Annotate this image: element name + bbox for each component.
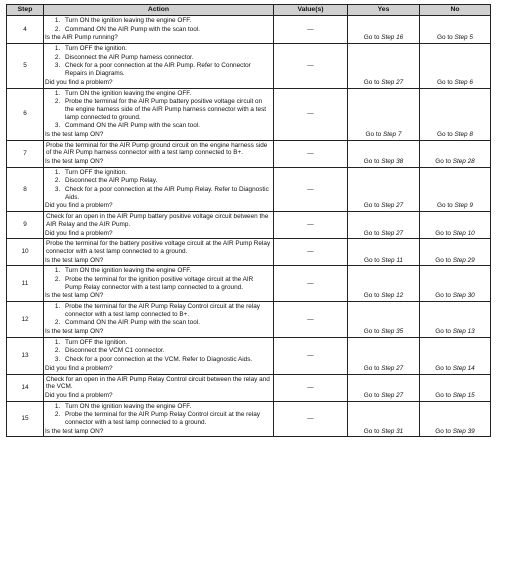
action-question: Is the AIR Pump running?: [45, 34, 118, 42]
action-list: [46, 90, 271, 130]
action-cell: [44, 302, 274, 338]
goto-prefix: Go to: [437, 130, 453, 138]
action-cell: [44, 337, 274, 374]
table-row: [7, 167, 491, 211]
goto-yes-link[interactable]: [364, 365, 403, 372]
goto-step-target: Step 7: [382, 130, 402, 138]
header-row: [7, 5, 491, 16]
diagnostic-table-container: [6, 4, 491, 437]
goto-prefix: Go to: [363, 292, 380, 300]
goto-prefix: Go to: [435, 364, 451, 372]
goto-step-target: Step 5: [454, 34, 473, 42]
step-number: 5: [7, 44, 44, 88]
goto-yes-link[interactable]: [366, 131, 402, 138]
action-list: [46, 303, 271, 327]
goto-prefix: Go to: [363, 328, 380, 336]
goto-step-target: Step 14: [452, 364, 475, 372]
goto-no-link[interactable]: [435, 158, 474, 165]
step-number: 9: [7, 212, 44, 239]
column-header-no: No: [420, 5, 491, 16]
goto-no-link[interactable]: [435, 230, 474, 237]
no-cell: [420, 140, 491, 167]
column-header-action: Action: [44, 5, 274, 16]
value-cell: —: [274, 239, 348, 266]
action-item: 1. Turn ON the ignition leaving the engine OFF.: [62, 17, 271, 25]
goto-prefix: Go to: [365, 130, 382, 138]
value-cell: —: [274, 16, 348, 44]
column-header-step: Step: [7, 5, 44, 16]
goto-yes-link[interactable]: [364, 202, 403, 209]
goto-step-target: Step 27: [381, 391, 404, 399]
table-row: [7, 16, 491, 44]
value-cell: —: [274, 140, 348, 167]
no-cell: [420, 302, 491, 338]
goto-prefix: Go to: [363, 391, 380, 399]
goto-prefix: Go to: [363, 78, 380, 86]
yes-cell: [348, 401, 420, 437]
value-cell: —: [274, 401, 348, 437]
table-header: [7, 5, 491, 16]
goto-yes-link[interactable]: [364, 328, 403, 335]
no-cell: [420, 16, 491, 44]
goto-step-target: Step 6: [454, 78, 473, 86]
step-number: 4: [7, 16, 44, 44]
goto-step-target: Step 39: [452, 427, 475, 435]
goto-prefix: Go to: [363, 158, 380, 165]
action-question: Did you find a problem?: [45, 391, 113, 399]
goto-no-link[interactable]: [435, 292, 474, 299]
action-cell: [44, 239, 274, 266]
goto-prefix: Go to: [363, 34, 380, 42]
action-list: [46, 339, 271, 364]
action-list: [46, 403, 271, 427]
goto-prefix: Go to: [435, 256, 451, 264]
value-cell: —: [274, 302, 348, 338]
yes-cell: [348, 266, 420, 302]
goto-step-target: Step 15: [452, 391, 475, 399]
action-cell: [44, 212, 274, 239]
goto-yes-link[interactable]: [364, 257, 403, 264]
action-cell: [44, 44, 274, 88]
goto-step-target: Step 27: [381, 364, 404, 372]
yes-cell: [348, 239, 420, 266]
goto-prefix: Go to: [435, 427, 451, 435]
goto-step-target: Step 8: [454, 130, 473, 138]
goto-prefix: Go to: [363, 202, 380, 210]
table-row: [7, 401, 491, 437]
step-number: 11: [7, 266, 44, 302]
action-item: 1. Turn ON the ignition leaving the engine OFF.: [62, 267, 271, 275]
column-header-values: Value(s): [274, 5, 348, 16]
goto-no-link[interactable]: [435, 428, 474, 435]
goto-no-link[interactable]: [435, 392, 474, 399]
action-question: Is the test lamp ON?: [45, 292, 104, 300]
column-header-yes: Yes: [348, 5, 420, 16]
goto-prefix: Go to: [435, 328, 451, 336]
step-number: 12: [7, 302, 44, 338]
table-row: [7, 212, 491, 239]
action-item: 2. Command ON the AIR Pump with the scan tool.: [62, 319, 271, 327]
goto-prefix: Go to: [363, 427, 380, 435]
step-number: 14: [7, 374, 44, 401]
diagnostic-table: [6, 4, 491, 437]
goto-no-link[interactable]: [437, 131, 473, 138]
no-cell: [420, 374, 491, 401]
table-body: [7, 16, 491, 437]
goto-step-target: Step 38: [381, 158, 404, 165]
goto-yes-link[interactable]: [364, 428, 403, 435]
goto-step-target: Step 16: [381, 34, 404, 42]
goto-yes-link[interactable]: [364, 392, 403, 399]
step-number: 10: [7, 239, 44, 266]
action-item: 1. Turn ON the ignition leaving the engine OFF.: [62, 90, 271, 98]
goto-step-target: Step 27: [381, 78, 404, 86]
goto-step-target: Step 30: [452, 292, 475, 300]
goto-yes-link[interactable]: [364, 158, 403, 165]
table-row: [7, 88, 491, 140]
goto-yes-link[interactable]: [364, 79, 403, 86]
goto-step-target: Step 28: [452, 158, 475, 165]
table-row: [7, 266, 491, 302]
goto-prefix: Go to: [435, 158, 451, 165]
goto-no-link[interactable]: [437, 34, 473, 41]
step-number: 6: [7, 88, 44, 140]
action-cell: [44, 266, 274, 302]
goto-step-target: Step 10: [452, 229, 475, 237]
yes-cell: [348, 16, 420, 44]
action-item: 2. Disconnect the VCM C1 connector.: [62, 347, 271, 355]
no-cell: [420, 88, 491, 140]
action-item: 3. Check for a poor connection at the VCM. Refer to Diagnostic Aids.: [62, 356, 271, 364]
action-item: 1. Turn OFF the ignition.: [62, 169, 271, 177]
table-row: [7, 337, 491, 374]
action-question: Is the test lamp ON?: [45, 328, 104, 336]
action-question: Is the test lamp ON?: [45, 130, 104, 138]
goto-prefix: Go to: [363, 229, 380, 237]
action-item: 2. Probe the terminal for the AIR Pump Relay Control circuit at the relay connector with a test lamp connected to a ground.: [62, 411, 271, 426]
goto-step-target: Step 13: [452, 328, 475, 336]
yes-cell: [348, 88, 420, 140]
action-question: Is the test lamp ON?: [45, 427, 104, 435]
value-cell: —: [274, 337, 348, 374]
action-item: 2. Disconnect the AIR Pump harness connector.: [62, 54, 271, 62]
action-item: 3. Check for a poor connection at the AIR Pump Relay. Refer to Diagnostic Aids.: [62, 186, 271, 201]
action-item: 1. Probe the terminal for the AIR Pump Relay Control circuit at the relay connector with a test lamp connected to B+.: [62, 303, 271, 318]
goto-no-link[interactable]: [435, 257, 474, 264]
table-row: [7, 374, 491, 401]
goto-prefix: Go to: [435, 391, 451, 399]
yes-cell: [348, 337, 420, 374]
no-cell: [420, 44, 491, 88]
action-cell: [44, 401, 274, 437]
action-list: [46, 169, 271, 202]
action-cell: [44, 88, 274, 140]
action-item: 2. Command ON the AIR Pump with the scan tool.: [62, 26, 271, 34]
action-question: Did you find a problem?: [45, 229, 113, 237]
action-text: Check for an open in the AIR Pump Relay Control circuit between the relay and the VCM.: [46, 375, 270, 391]
action-cell: [44, 167, 274, 211]
action-list: [46, 17, 271, 33]
no-cell: [420, 401, 491, 437]
action-text: Probe the terminal for the AIR Pump ground circuit on the engine harness side of the AIR Pump harness connector with a test lamp connected to B+.: [46, 141, 268, 157]
goto-yes-link[interactable]: [364, 230, 403, 237]
goto-step-target: Step 31: [381, 427, 404, 435]
goto-prefix: Go to: [363, 364, 380, 372]
yes-cell: [348, 167, 420, 211]
goto-yes-link[interactable]: [364, 34, 403, 41]
goto-prefix: Go to: [435, 229, 451, 237]
action-item: 2. Probe the terminal for the ignition positive voltage circuit at the AIR Pump Relay connector with a test lamp connected to a ground.: [62, 276, 271, 291]
step-number: 8: [7, 167, 44, 211]
no-cell: [420, 266, 491, 302]
action-item: 1. Turn ON the ignition leaving the engine OFF.: [62, 403, 271, 411]
goto-prefix: Go to: [435, 292, 451, 300]
goto-prefix: Go to: [364, 256, 380, 264]
goto-no-link[interactable]: [435, 328, 474, 335]
goto-step-target: Step 27: [381, 229, 404, 237]
table-row: [7, 140, 491, 167]
no-cell: [420, 212, 491, 239]
goto-prefix: Go to: [437, 78, 453, 86]
yes-cell: [348, 302, 420, 338]
goto-yes-link[interactable]: [364, 292, 403, 299]
action-item: 2. Probe the terminal for the AIR Pump battery positive voltage circuit on the engine harness side of the AIR Pump harness connector with a test lamp connected to ground.: [62, 98, 271, 121]
action-text: Probe the terminal for the battery positive voltage circuit at the AIR Pump Relay connector with a test lamp connected to a ground.: [46, 240, 271, 255]
goto-step-target: Step 29: [452, 256, 475, 264]
action-question: Did you find a problem?: [45, 364, 113, 372]
value-cell: —: [274, 44, 348, 88]
value-cell: —: [274, 88, 348, 140]
action-item: 2. Disconnect the AIR Pump Relay.: [62, 177, 271, 185]
no-cell: [420, 337, 491, 374]
goto-step-target: Step 27: [381, 202, 404, 210]
table-row: [7, 302, 491, 338]
yes-cell: [348, 212, 420, 239]
goto-step-target: Step 35: [381, 328, 404, 336]
goto-prefix: Go to: [437, 202, 453, 210]
action-list: [46, 45, 271, 78]
action-question: Did you find a problem?: [45, 78, 113, 86]
action-text: Check for an open in the AIR Pump battery positive voltage circuit between the AIR Relay and the AIR Pump.: [46, 213, 269, 228]
step-number: 7: [7, 140, 44, 167]
action-item: 1. Turn OFF the ignition.: [62, 45, 271, 53]
action-cell: [44, 140, 274, 167]
no-cell: [420, 167, 491, 211]
action-cell: [44, 374, 274, 401]
goto-no-link[interactable]: [435, 365, 474, 372]
value-cell: —: [274, 212, 348, 239]
step-number: 13: [7, 337, 44, 374]
value-cell: —: [274, 266, 348, 302]
action-list: [46, 267, 271, 291]
yes-cell: [348, 44, 420, 88]
action-item: 3. Command ON the AIR Pump with the scan tool.: [62, 122, 271, 130]
action-question: Is the test lamp ON?: [45, 256, 104, 264]
table-row: [7, 239, 491, 266]
table-row: [7, 44, 491, 88]
action-question: Is the test lamp ON?: [45, 158, 104, 165]
value-cell: —: [274, 167, 348, 211]
goto-prefix: Go to: [437, 34, 453, 42]
goto-step-target: Step 12: [381, 292, 404, 300]
goto-step-target: Step 11: [381, 256, 403, 264]
action-question: Did you find a problem?: [45, 202, 113, 210]
action-item: 1. Turn OFF the Ignition.: [62, 339, 271, 347]
goto-step-target: Step 9: [454, 202, 473, 210]
action-item: 3. Check for a poor connection at the AIR Pump. Refer to Connector Repairs in Diagrams.: [62, 62, 271, 77]
action-cell: [44, 16, 274, 44]
yes-cell: [348, 140, 420, 167]
goto-no-link[interactable]: [437, 79, 473, 86]
yes-cell: [348, 374, 420, 401]
no-cell: [420, 239, 491, 266]
step-number: 15: [7, 401, 44, 437]
goto-no-link[interactable]: [437, 202, 473, 209]
value-cell: —: [274, 374, 348, 401]
